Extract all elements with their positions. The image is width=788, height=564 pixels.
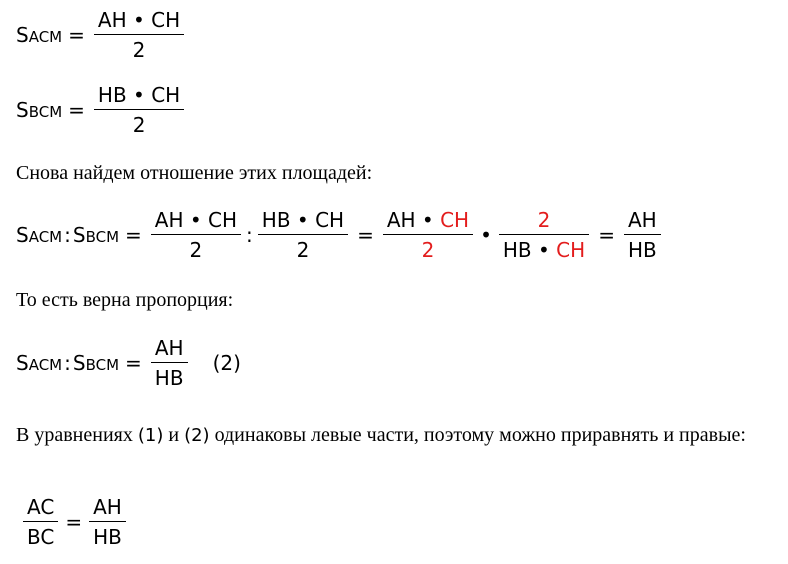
area-subscript: ACM	[28, 28, 63, 46]
fraction	[151, 338, 188, 388]
area-letter: S	[72, 351, 86, 375]
area-symbol	[16, 100, 62, 120]
fraction-numerator: AH	[93, 495, 122, 519]
fraction-denominator: 2	[151, 234, 241, 260]
fraction-numerator: AH	[627, 208, 657, 232]
area-symbol-acm	[16, 225, 62, 245]
equation-ratio-derivation	[16, 210, 664, 260]
equation-area-acm	[16, 10, 187, 60]
fraction-numerator: HB • CH	[97, 83, 181, 107]
fraction-numerator: AH • CH	[97, 8, 181, 32]
text-segment: В уравнениях	[16, 424, 138, 446]
ratio-colon: :	[64, 223, 71, 247]
area-letter: S	[16, 98, 29, 122]
fraction-numerator-highlighted: 2	[537, 208, 551, 232]
text-segment: и	[163, 424, 185, 446]
area-letter: S	[16, 223, 29, 247]
fraction-right	[89, 497, 126, 547]
fraction-numerator: HB • CH	[261, 208, 345, 232]
paragraph-ratio-intro: Снова найдем отношение этих площадей:	[16, 162, 373, 184]
paragraph-proportion-intro: То есть верна пропорция:	[16, 289, 234, 311]
area-letter: S	[72, 223, 86, 247]
equals-sign: =	[125, 223, 142, 247]
fraction-denominator: 2	[258, 234, 348, 260]
equals-sign: =	[125, 351, 142, 375]
area-symbol	[16, 25, 62, 45]
fraction-denominator: 2	[94, 34, 184, 60]
fraction	[94, 10, 184, 60]
denominator-highlighted: CH	[556, 238, 586, 262]
area-subscript: ACM	[28, 228, 63, 246]
fraction-3	[383, 210, 473, 260]
equals-sign: =	[598, 223, 615, 247]
fraction-1	[151, 210, 241, 260]
fraction-2	[258, 210, 348, 260]
equals-sign: =	[65, 510, 83, 534]
equals-sign: =	[68, 98, 85, 122]
fraction-4	[499, 210, 589, 260]
area-symbol-bcm	[73, 353, 119, 373]
fraction-numerator	[383, 210, 473, 234]
text-segment: одинаковы левые части, поэтому можно приравнять и правые:	[209, 424, 746, 446]
fraction	[94, 85, 184, 135]
paragraph-equate-conclusion	[16, 420, 776, 451]
numerator-plain: AH •	[386, 208, 434, 232]
fraction-denominator: HB	[624, 234, 661, 260]
ratio-colon: :	[64, 351, 71, 375]
fraction-numerator: AH	[154, 336, 184, 360]
multiply-dot: •	[480, 223, 492, 247]
equals-sign: =	[68, 23, 85, 47]
equation-reference-2: (2)	[184, 425, 210, 446]
equation-reference-1: (1)	[137, 425, 164, 446]
fraction-denominator-highlighted: 2	[383, 234, 473, 260]
area-letter: S	[16, 23, 29, 47]
fraction-numerator: AH • CH	[154, 208, 238, 232]
equation-proportion-2	[16, 338, 241, 388]
area-letter: S	[16, 351, 29, 375]
fraction-denominator: BC	[23, 521, 58, 547]
fraction-denominator: HB	[89, 521, 126, 547]
area-subscript: BCM	[28, 103, 63, 121]
fraction-left	[23, 497, 58, 547]
area-symbol-acm	[16, 353, 62, 373]
area-subscript: BCM	[85, 228, 120, 246]
equation-number: (2)	[212, 351, 241, 375]
area-subscript: ACM	[28, 356, 63, 374]
area-symbol-bcm	[73, 225, 119, 245]
numerator-highlighted: CH	[440, 208, 470, 232]
fraction-denominator: HB	[151, 362, 188, 388]
denominator-plain: HB •	[502, 238, 550, 262]
fraction-numerator: AC	[27, 495, 55, 519]
area-subscript: BCM	[85, 356, 120, 374]
fraction-5	[624, 210, 661, 260]
fraction-denominator	[499, 234, 589, 260]
equation-area-bcm	[16, 85, 187, 135]
equals-sign: =	[357, 223, 374, 247]
equation-final-proportion	[20, 497, 129, 547]
fraction-denominator: 2	[94, 109, 184, 135]
division-colon: :	[246, 223, 253, 247]
